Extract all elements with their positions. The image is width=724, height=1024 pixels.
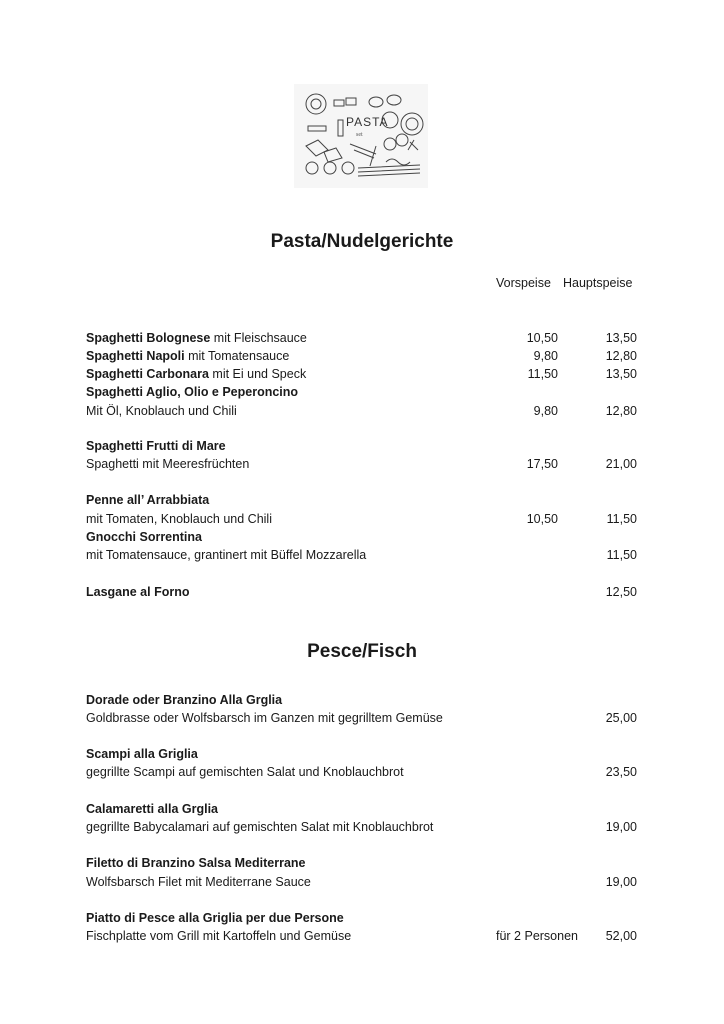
menu-item-name: Spaghetti Napoli (86, 349, 185, 363)
menu-item-name: Spaghetti Bolognese (86, 331, 211, 345)
menu-item-description: gegrillte Scampi auf gemischten Salat und Knoblauchbrot (86, 765, 404, 779)
menu-item-pasta (86, 331, 307, 345)
price-hauptspeise: 11,50 (606, 512, 637, 526)
menu-item-description: gegrillte Babycalamari auf gemischten Salat mit Knoblauchbrot (86, 820, 434, 834)
menu-item-name: Dorade oder Branzino Alla Grglia (86, 693, 283, 707)
menu-item-description: mit Tomatensauce (184, 349, 290, 363)
menu-item-description: Fischplatte vom Grill mit Kartoffeln und Gemüse (86, 929, 352, 943)
section-title-pasta: Pasta/Nudelgerichte (270, 231, 454, 252)
price-hauptspeise: 12,50 (605, 585, 637, 599)
price-vorspeise: 10,50 (526, 512, 558, 526)
price-vorspeise: 9,80 (533, 349, 558, 363)
price-hauptspeise: 52,00 (605, 929, 637, 943)
menu-item-name: Calamaretti alla Grglia (86, 802, 219, 816)
menu-item-pasta (86, 530, 202, 544)
menu-item-name: Piatto di Pesce alla Griglia per due Persone (86, 911, 344, 925)
menu-item-pasta (86, 585, 190, 599)
menu-item-description: Spaghetti mit Meeresfrüchten (86, 457, 250, 471)
price-hauptspeise: 11,50 (606, 548, 637, 562)
menu-item-name: Spaghetti Frutti di Mare (86, 439, 226, 453)
menu-item-fisch (86, 802, 218, 816)
menu-item-name: Penne all’ Arrabbiata (86, 493, 210, 507)
menu-item-name: Scampi alla Griglia (86, 747, 198, 761)
menu-item-description: mit Fleischsauce (210, 331, 307, 345)
price-hauptspeise: 19,00 (605, 820, 637, 834)
price-hauptspeise: 23,50 (605, 765, 637, 779)
price-hauptspeise: 21,00 (605, 457, 637, 471)
column-header-hauptspeise: Hauptspeise (563, 276, 633, 290)
section-title-fisch: Pesce/Fisch (307, 641, 417, 662)
menu-item-pasta (86, 385, 298, 399)
price-hauptspeise: 12,80 (605, 349, 637, 363)
pasta-illustration-logo (294, 84, 428, 188)
menu-item-fisch (86, 693, 282, 707)
svg-text:PASTA: PASTA (346, 115, 389, 129)
menu-item-fisch (86, 747, 198, 761)
price-hauptspeise: 13,50 (605, 367, 637, 381)
price-vorspeise: 9,80 (533, 404, 558, 418)
menu-item-name: Filetto di Branzino Salsa Mediterrane (86, 856, 306, 870)
menu-item-description: Mit Öl, Knoblauch und Chili (86, 404, 237, 418)
price-hauptspeise: 13,50 (605, 331, 637, 345)
menu-item-name: Spaghetti Carbonara (86, 367, 209, 381)
menu-item-pasta (86, 367, 306, 381)
menu-item-description: mit Tomatensauce, grantinert mit Büffel Mozzarella (86, 548, 367, 562)
menu-item-description: mit Ei und Speck (208, 367, 307, 381)
price-note: für 2 Personen (496, 929, 578, 943)
price-vorspeise: 10,50 (526, 331, 558, 345)
price-hauptspeise: 25,00 (605, 711, 637, 725)
menu-item-fisch (86, 911, 344, 925)
menu-item-pasta (86, 493, 209, 507)
menu-item-pasta (86, 439, 226, 453)
menu-item-description: mit Tomaten, Knoblauch und Chili (86, 512, 272, 526)
price-hauptspeise: 12,80 (605, 404, 637, 418)
menu-item-description: Goldbrasse oder Wolfsbarsch im Ganzen mit gegrilltem Gemüse (86, 711, 443, 725)
menu-item-name: Spaghetti Aglio, Olio e Peperoncino (86, 385, 299, 399)
price-hauptspeise: 19,00 (605, 875, 637, 889)
menu-item-name: Lasgane al Forno (86, 585, 190, 599)
menu-item-name: Gnocchi Sorrentina (86, 530, 202, 544)
menu-item-fisch (86, 856, 306, 870)
svg-text:set: set (356, 132, 363, 138)
price-vorspeise: 17,50 (526, 457, 558, 471)
column-header-vorspeise: Vorspeise (496, 276, 551, 290)
price-vorspeise: 11,50 (527, 367, 558, 381)
menu-item-pasta (86, 349, 289, 363)
menu-item-description: Wolfsbarsch Filet mit Mediterrane Sauce (86, 875, 311, 889)
